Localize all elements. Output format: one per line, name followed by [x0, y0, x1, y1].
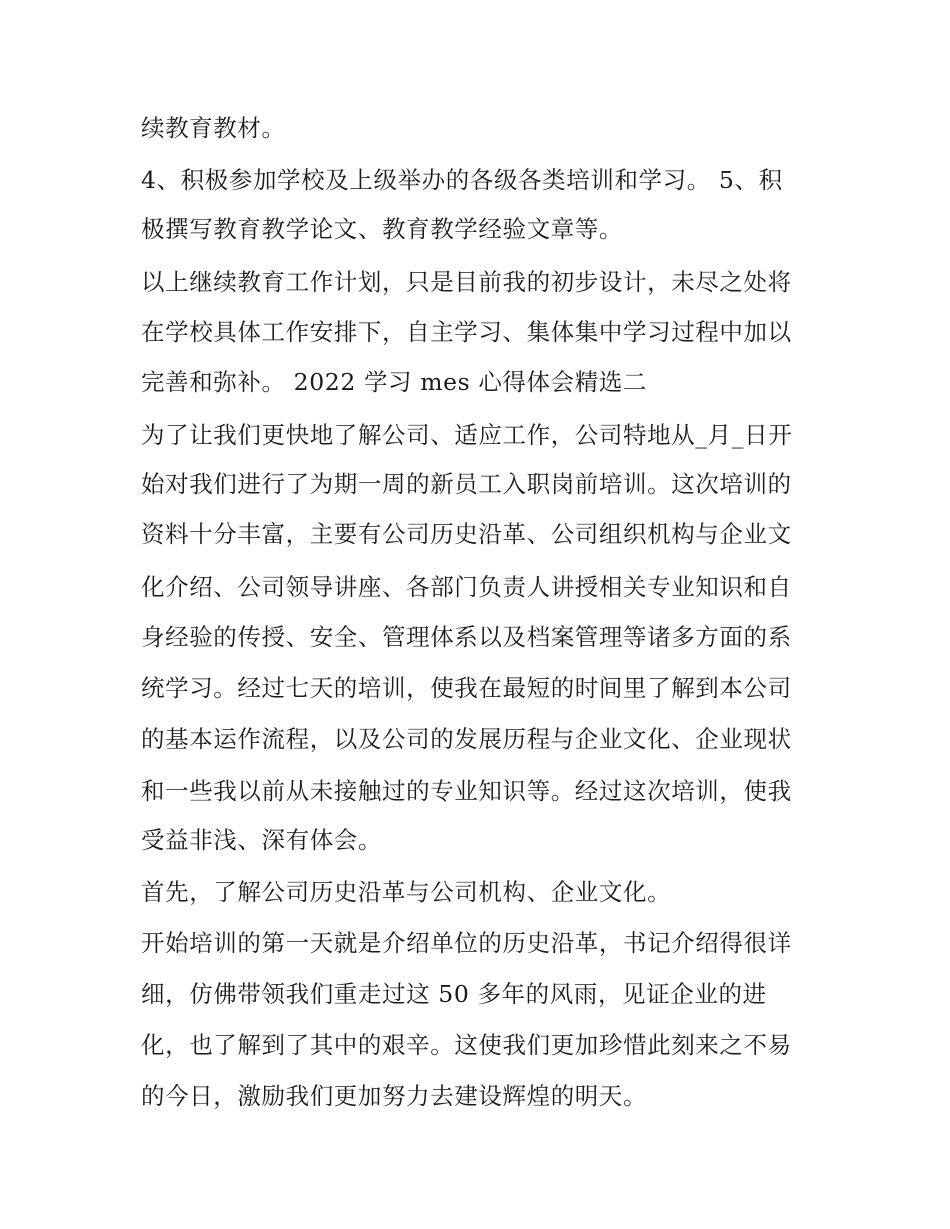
text-line: 受益非浅、深有体会。	[141, 826, 382, 854]
text-line: 身经验的传授、安全、管理体系以及档案管理等诸多方面的系	[141, 623, 792, 651]
text-line: 在学校具体工作安排下，自主学习、集体集中学习过程中加以	[141, 318, 792, 346]
text-line: 完善和弥补。 2022 学习 mes 心得体会精选二	[141, 368, 648, 396]
text-line: 以上继续教育工作计划，只是目前我的初步设计，未尽之处将	[141, 268, 792, 296]
text-line: 统学习。经过七天的培训，使我在最短的时间里了解到本公司	[141, 674, 792, 702]
text-line: 资料十分丰富，主要有公司历史沿革、公司组织机构与企业文	[141, 520, 792, 548]
text-line: 的基本运作流程，以及公司的发展历程与企业文化、企业现状	[141, 725, 792, 753]
text-line: 开始培训的第一天就是介绍单位的历史沿革，书记介绍得很详	[141, 929, 792, 957]
text-line: 首先，了解公司历史沿革与公司机构、企业文化。	[141, 878, 672, 906]
text-line: 极撰写教育教学论文、教育教学经验文章等。	[141, 215, 623, 243]
text-line: 和一些我以前从未接触过的专业知识等。经过这次培训，使我	[141, 777, 792, 805]
text-line: 始对我们进行了为期一周的新员工入职岗前培训。这次培训的	[141, 470, 792, 498]
text-line: 为了让我们更快地了解公司、适应工作，公司特地从_月_日开	[141, 421, 793, 449]
text-line: 细，仿佛带领我们重走过这 50 多年的风雨，见证企业的进	[141, 980, 767, 1008]
text-line: 的今日，激励我们更加努力去建设辉煌的明天。	[141, 1082, 648, 1110]
text-line: 化，也了解到了其中的艰辛。这使我们更加珍惜此刻来之不易	[141, 1031, 792, 1059]
text-line: 化介绍、公司领导讲座、各部门负责人讲授相关专业知识和自	[141, 573, 792, 601]
text-line: 续教育教材。	[141, 114, 286, 142]
text-line: 4、积极参加学校及上级举办的各级各类培训和学习。 5、积	[141, 166, 783, 194]
